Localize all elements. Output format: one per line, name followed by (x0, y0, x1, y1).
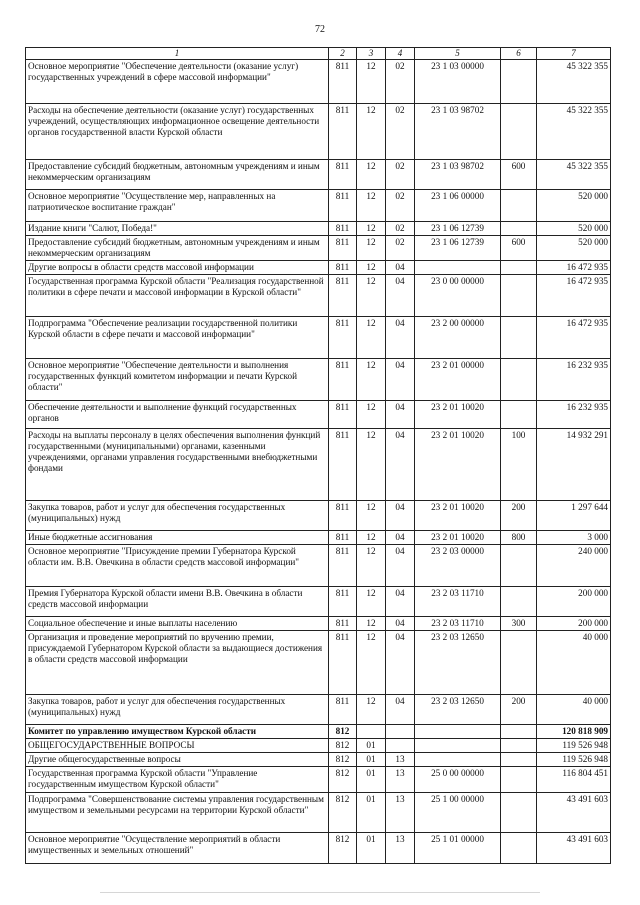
row-name: Комитет по управлению имуществом Курской области (26, 725, 329, 739)
expense-type-code (501, 104, 537, 160)
ministry-code: 811 (329, 401, 357, 429)
row-name: Иные бюджетные ассигнования (26, 531, 329, 545)
ministry-code: 811 (329, 545, 357, 587)
section-code: 01 (357, 739, 386, 753)
header-cell: 6 (501, 48, 537, 60)
amount: 40 000 (537, 631, 611, 695)
table-row (26, 725, 611, 739)
target-code: 23 1 03 98702 (415, 104, 501, 160)
row-name: Основное мероприятие "Осуществление мероприятий в области имущественных и земельных отношений" (26, 833, 329, 864)
section-code (357, 725, 386, 739)
amount: 16 232 935 (537, 359, 611, 401)
section-code: 12 (357, 429, 386, 501)
expense-type-code: 100 (501, 429, 537, 501)
subsection-code: 13 (386, 833, 415, 864)
amount: 40 000 (537, 695, 611, 725)
target-code: 23 2 00 00000 (415, 317, 501, 359)
row-name: Подпрограмма "Совершенствование системы управления государственным имуществом и земельными ресурсами на территории Курской области" (26, 793, 329, 833)
section-code: 12 (357, 531, 386, 545)
table-row (26, 429, 611, 501)
subsection-code: 04 (386, 631, 415, 695)
table-row (26, 767, 611, 793)
table-row (26, 60, 611, 104)
row-name: Государственная программа Курской области "Реализация государственной политики в сфере печати и массовой информации в Курской области" (26, 275, 329, 317)
amount: 119 526 948 (537, 739, 611, 753)
header-cell: 1 (26, 48, 329, 60)
ministry-code: 811 (329, 501, 357, 531)
subsection-code: 04 (386, 261, 415, 275)
target-code (415, 261, 501, 275)
section-code: 12 (357, 695, 386, 725)
expense-type-code (501, 793, 537, 833)
subsection-code: 02 (386, 236, 415, 261)
target-code: 23 2 03 12650 (415, 695, 501, 725)
ministry-code: 812 (329, 793, 357, 833)
target-code: 23 1 06 12739 (415, 222, 501, 236)
table-row (26, 160, 611, 190)
subsection-code: 02 (386, 190, 415, 222)
section-code: 12 (357, 545, 386, 587)
section-code: 12 (357, 261, 386, 275)
target-code: 23 2 03 11710 (415, 587, 501, 617)
expense-type-code (501, 359, 537, 401)
section-code: 12 (357, 236, 386, 261)
amount: 120 818 909 (537, 725, 611, 739)
expense-type-code: 200 (501, 695, 537, 725)
row-name: ОБЩЕГОСУДАРСТВЕННЫЕ ВОПРОСЫ (26, 739, 329, 753)
ministry-code: 811 (329, 190, 357, 222)
row-name: Премия Губернатора Курской области имени В.В. Овечкина в области средств массовой информации (26, 587, 329, 617)
expense-type-code: 300 (501, 617, 537, 631)
subsection-code: 02 (386, 60, 415, 104)
page-number: 72 (315, 24, 325, 35)
target-code: 23 1 06 12739 (415, 236, 501, 261)
row-name: Основное мероприятие "Осуществление мер, направленных на патриотическое воспитание граждан" (26, 190, 329, 222)
table-row (26, 531, 611, 545)
ministry-code: 811 (329, 236, 357, 261)
target-code: 23 2 03 12650 (415, 631, 501, 695)
amount: 520 000 (537, 236, 611, 261)
target-code: 23 2 01 10020 (415, 429, 501, 501)
ministry-code: 811 (329, 275, 357, 317)
ministry-code: 811 (329, 359, 357, 401)
ministry-code: 811 (329, 317, 357, 359)
subsection-code: 04 (386, 359, 415, 401)
ministry-code: 811 (329, 60, 357, 104)
row-name: Закупка товаров, работ и услуг для обеспечения государственных (муниципальных) нужд (26, 695, 329, 725)
expense-type-code (501, 753, 537, 767)
table-row (26, 275, 611, 317)
expense-type-code (501, 833, 537, 864)
amount: 116 804 451 (537, 767, 611, 793)
target-code: 25 0 00 00000 (415, 767, 501, 793)
header-cell: 2 (329, 48, 357, 60)
target-code: 23 2 01 10020 (415, 531, 501, 545)
expense-type-code (501, 739, 537, 753)
subsection-code: 04 (386, 501, 415, 531)
table-row (26, 261, 611, 275)
subsection-code: 04 (386, 617, 415, 631)
target-code: 25 1 00 00000 (415, 793, 501, 833)
target-code: 23 2 01 00000 (415, 359, 501, 401)
table-row (26, 104, 611, 160)
ministry-code: 812 (329, 833, 357, 864)
table-row (26, 359, 611, 401)
amount: 520 000 (537, 222, 611, 236)
row-name: Предоставление субсидий бюджетным, автономным учреждениям и иным некоммерческим организациям (26, 236, 329, 261)
target-code: 23 1 03 00000 (415, 60, 501, 104)
amount: 14 932 291 (537, 429, 611, 501)
section-code: 12 (357, 501, 386, 531)
expense-type-code: 200 (501, 501, 537, 531)
section-code: 12 (357, 401, 386, 429)
row-name: Государственная программа Курской области "Управление государственным имуществом Курской области" (26, 767, 329, 793)
row-name: Расходы на выплаты персоналу в целях обеспечения выполнения функций государственными (муниципальными) органами, казенными учреждениями, органами управления государственными внебюджетными фондами (26, 429, 329, 501)
amount: 520 000 (537, 190, 611, 222)
section-code: 01 (357, 793, 386, 833)
row-name: Обеспечение деятельности и выполнение функций государственных органов (26, 401, 329, 429)
amount: 43 491 603 (537, 833, 611, 864)
target-code: 23 0 00 00000 (415, 275, 501, 317)
section-code: 12 (357, 317, 386, 359)
subsection-code: 04 (386, 429, 415, 501)
table-row (26, 587, 611, 617)
expense-type-code: 600 (501, 160, 537, 190)
table-row (26, 501, 611, 531)
amount: 43 491 603 (537, 793, 611, 833)
section-code: 01 (357, 833, 386, 864)
subsection-code (386, 725, 415, 739)
ministry-code: 811 (329, 617, 357, 631)
amount: 45 322 355 (537, 60, 611, 104)
row-name: Предоставление субсидий бюджетным, автономным учреждениям и иным некоммерческим организациям (26, 160, 329, 190)
row-name: Основное мероприятие "Присуждение премии Губернатора Курской области им. В.В. Овечкина в области средств массовой информации" (26, 545, 329, 587)
row-name: Основное мероприятие "Обеспечение деятельности (оказание услуг) государственных учреждений в сфере массовой информации" (26, 60, 329, 104)
target-code (415, 753, 501, 767)
expense-type-code (501, 587, 537, 617)
footer-divider (100, 892, 540, 893)
row-name: Другие общегосударственные вопросы (26, 753, 329, 767)
amount: 200 000 (537, 617, 611, 631)
table-row (26, 190, 611, 222)
table-row (26, 401, 611, 429)
expense-type-code: 800 (501, 531, 537, 545)
header-cell: 3 (357, 48, 386, 60)
amount: 3 000 (537, 531, 611, 545)
subsection-code: 02 (386, 160, 415, 190)
expense-type-code (501, 275, 537, 317)
target-code (415, 725, 501, 739)
target-code (415, 739, 501, 753)
section-code: 12 (357, 631, 386, 695)
amount: 16 472 935 (537, 275, 611, 317)
expense-type-code (501, 767, 537, 793)
subsection-code: 04 (386, 545, 415, 587)
table-row (26, 222, 611, 236)
table-row (26, 617, 611, 631)
subsection-code: 04 (386, 531, 415, 545)
ministry-code: 811 (329, 222, 357, 236)
amount: 45 322 355 (537, 104, 611, 160)
section-code: 12 (357, 104, 386, 160)
row-name: Основное мероприятие "Обеспечение деятельности и выполнения государственных функций комитетом информации и печати Курской области" (26, 359, 329, 401)
section-code: 01 (357, 753, 386, 767)
ministry-code: 811 (329, 695, 357, 725)
section-code: 12 (357, 617, 386, 631)
subsection-code: 02 (386, 104, 415, 160)
target-code: 23 1 06 00000 (415, 190, 501, 222)
subsection-code: 13 (386, 793, 415, 833)
row-name: Социальное обеспечение и иные выплаты населению (26, 617, 329, 631)
subsection-code: 04 (386, 695, 415, 725)
section-code: 12 (357, 275, 386, 317)
expense-type-code (501, 545, 537, 587)
section-code: 12 (357, 359, 386, 401)
ministry-code: 811 (329, 631, 357, 695)
expense-type-code (501, 60, 537, 104)
amount: 240 000 (537, 545, 611, 587)
budget-table (25, 47, 611, 864)
section-code: 12 (357, 60, 386, 104)
expense-type-code (501, 401, 537, 429)
header-cell: 7 (537, 48, 611, 60)
ministry-code: 811 (329, 587, 357, 617)
table-row (26, 753, 611, 767)
subsection-code: 13 (386, 753, 415, 767)
table-row (26, 793, 611, 833)
expense-type-code (501, 222, 537, 236)
amount: 1 297 644 (537, 501, 611, 531)
target-code: 23 1 03 98702 (415, 160, 501, 190)
amount: 16 472 935 (537, 261, 611, 275)
row-name: Организация и проведение мероприятий по вручению премии, присуждаемой Губернатором Курской области за выдающиеся достижения в области средств массовой информации (26, 631, 329, 695)
section-code: 12 (357, 160, 386, 190)
ministry-code: 812 (329, 753, 357, 767)
subsection-code: 02 (386, 222, 415, 236)
subsection-code: 04 (386, 587, 415, 617)
header-cell: 5 (415, 48, 501, 60)
ministry-code: 811 (329, 104, 357, 160)
target-code: 23 2 01 10020 (415, 501, 501, 531)
section-code: 12 (357, 587, 386, 617)
expense-type-code (501, 631, 537, 695)
subsection-code: 04 (386, 275, 415, 317)
header-cell: 4 (386, 48, 415, 60)
row-name: Издание книги "Салют, Победа!" (26, 222, 329, 236)
target-code: 23 2 01 10020 (415, 401, 501, 429)
table-row (26, 695, 611, 725)
section-code: 12 (357, 222, 386, 236)
subsection-code: 13 (386, 767, 415, 793)
subsection-code: 04 (386, 401, 415, 429)
ministry-code: 812 (329, 767, 357, 793)
amount: 200 000 (537, 587, 611, 617)
table-row (26, 317, 611, 359)
header-row (26, 48, 611, 60)
subsection-code (386, 739, 415, 753)
amount: 16 232 935 (537, 401, 611, 429)
row-name: Закупка товаров, работ и услуг для обеспечения государственных (муниципальных) нужд (26, 501, 329, 531)
table-row (26, 739, 611, 753)
section-code: 12 (357, 190, 386, 222)
amount: 119 526 948 (537, 753, 611, 767)
amount: 16 472 935 (537, 317, 611, 359)
ministry-code: 811 (329, 261, 357, 275)
amount: 45 322 355 (537, 160, 611, 190)
expense-type-code (501, 261, 537, 275)
expense-type-code (501, 190, 537, 222)
section-code: 01 (357, 767, 386, 793)
expense-type-code: 600 (501, 236, 537, 261)
ministry-code: 811 (329, 160, 357, 190)
table-row (26, 236, 611, 261)
table-row (26, 631, 611, 695)
ministry-code: 812 (329, 739, 357, 753)
ministry-code: 811 (329, 429, 357, 501)
target-code: 25 1 01 00000 (415, 833, 501, 864)
table-row (26, 545, 611, 587)
subsection-code: 04 (386, 317, 415, 359)
row-name: Другие вопросы в области средств массовой информации (26, 261, 329, 275)
ministry-code: 811 (329, 531, 357, 545)
row-name: Расходы на обеспечение деятельности (оказание услуг) государственных учреждений, осуществляющих информационное освещение деятельности органов государственной власти Курской области (26, 104, 329, 160)
row-name: Подпрограмма "Обеспечение реализации государственной политики Курской области в сфере печати и массовой информации" (26, 317, 329, 359)
expense-type-code (501, 725, 537, 739)
target-code: 23 2 03 11710 (415, 617, 501, 631)
table-row (26, 833, 611, 864)
table-body (26, 60, 611, 864)
target-code: 23 2 03 00000 (415, 545, 501, 587)
expense-type-code (501, 317, 537, 359)
ministry-code: 812 (329, 725, 357, 739)
